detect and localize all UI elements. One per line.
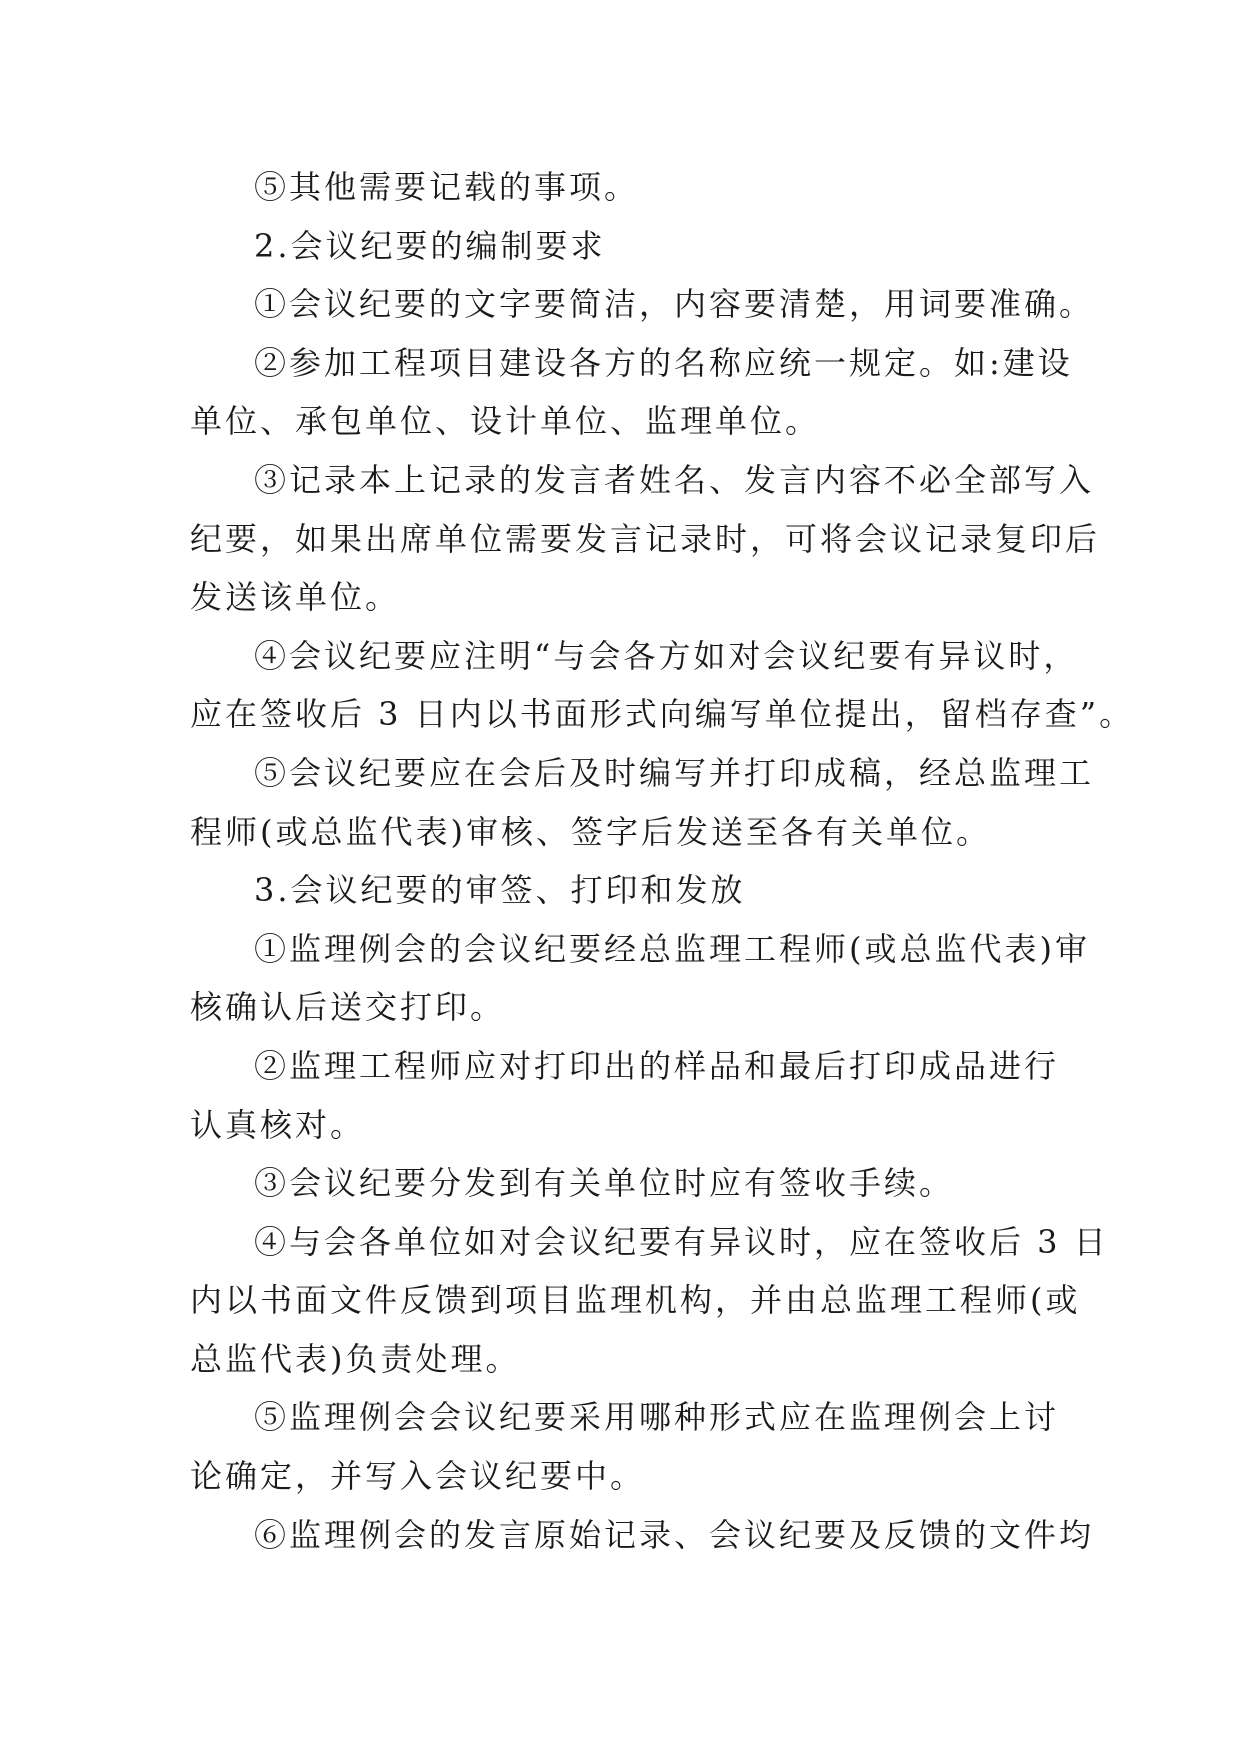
text-line: 内以书面文件反馈到项目监理机构，并由总监理工程师(或 bbox=[190, 1281, 1081, 1320]
text-line: 单位、承包单位、设计单位、监理单位。 bbox=[190, 402, 821, 441]
section-heading: 2.会议纪要的编制要求 bbox=[254, 226, 606, 265]
text-line: ⑤监理例会会议纪要采用哪种形式应在监理例会上讨 bbox=[254, 1398, 1060, 1437]
text-line: 程师(或总监代表)审核、签字后发送至各有关单位。 bbox=[190, 812, 991, 851]
text-line: ⑤其他需要记载的事项。 bbox=[254, 168, 640, 206]
text-line: ①会议纪要的文字要简洁，内容要清楚，用词要准确。 bbox=[254, 285, 1095, 324]
text-line: 总监代表)负责处理。 bbox=[190, 1339, 521, 1378]
section-heading: 3.会议纪要的审签、打印和发放 bbox=[254, 871, 746, 910]
text-line: ③记录本上记录的发言者姓名、发言内容不必全部写入 bbox=[254, 460, 1095, 499]
text-line: ④会议纪要应注明“与会各方如对会议纪要有异议时， bbox=[254, 636, 1079, 675]
text-line: ①监理例会的会议纪要经总监理工程师(或总监代表)审 bbox=[254, 929, 1090, 968]
text-line: 纪要，如果出席单位需要发言记录时，可将会议记录复印后 bbox=[190, 519, 1101, 558]
text-line: ②监理工程师应对打印出的样品和最后打印成品进行 bbox=[254, 1046, 1060, 1085]
text-line: 核确认后送交打印。 bbox=[190, 988, 506, 1027]
text-line: 论确定，并写入会议纪要中。 bbox=[190, 1457, 646, 1496]
text-line: ⑥监理例会的发言原始记录、会议纪要及反馈的文件均 bbox=[254, 1515, 1095, 1554]
text-line: ③会议纪要分发到有关单位时应有签收手续。 bbox=[254, 1164, 955, 1203]
text-line: 认真核对。 bbox=[190, 1105, 366, 1144]
text-line: 应在签收后 3 日内以书面形式向编写单位提出，留档存查”。 bbox=[190, 695, 1135, 734]
text-line: 发送该单位。 bbox=[190, 578, 401, 617]
text-line: ②参加工程项目建设各方的名称应统一规定。如:建设 bbox=[254, 343, 1073, 382]
text-line: ⑤会议纪要应在会后及时编写并打印成稿，经总监理工 bbox=[254, 753, 1095, 792]
document-body bbox=[190, 158, 1135, 1564]
text-line: ④与会各单位如对会议纪要有异议时，应在签收后 3 日 bbox=[254, 1222, 1109, 1261]
